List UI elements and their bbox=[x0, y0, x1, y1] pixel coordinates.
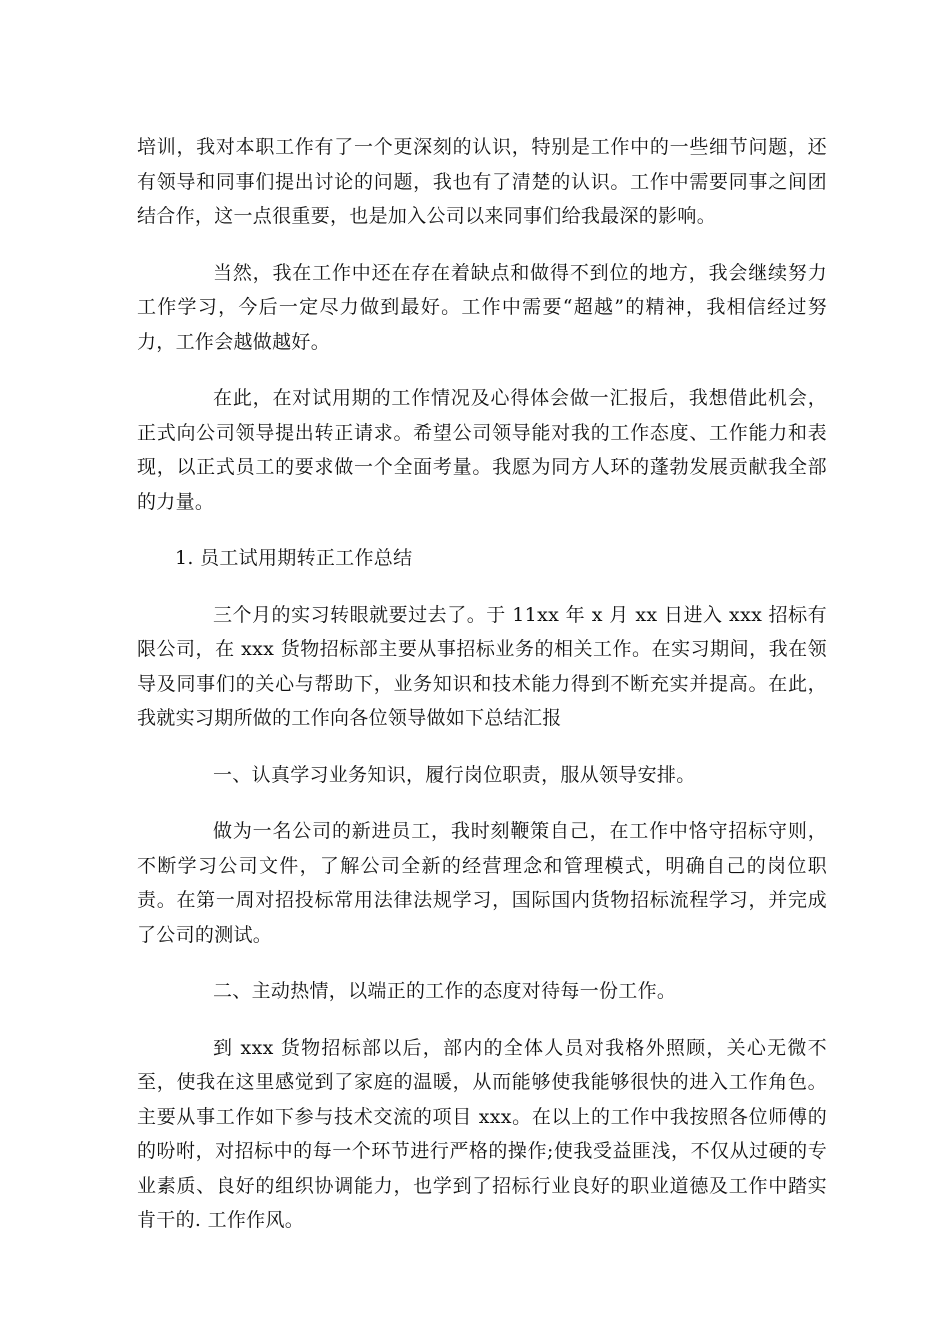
paragraph-regularization-request: 在此，在对试用期的工作情况及心得体会做一汇报后，我想借此机会，正式向公司领导提出转正请求。希望公司领导能对我的工作态度、工作能力和表现，以正式员工的要求做一个全面考量。我愿为同方人环的蓬勃发展贡献我全部的力量。 bbox=[137, 387, 827, 513]
subheading-study-duties: 一、认真学习业务知识，履行岗位职责，服从领导安排。 bbox=[213, 763, 696, 786]
paragraph-internship-intro: 三个月的实习转眼就要过去了。于 11xx 年 x 月 xx 日进入 xxx 招标有限公司，在 xxx 货物招标部主要从事招标业务的相关工作。在实习期间，我在领导及同事们的关心与帮助下，业务知识和技术能力得到不断充实并提高。在此，我就实习期所做的工作向各位领导做如下总结汇报 bbox=[137, 603, 827, 729]
paragraph-shortcomings: 当然，我在工作中还在存在着缺点和做得不到位的地方，我会继续努力工作学习，今后一定尽力做到最好。工作中需要“超越”的精神，我相信经过努力，工作会越做越好。 bbox=[137, 261, 827, 353]
section-heading-1: 1. 员工试用期转正工作总结 bbox=[175, 547, 413, 569]
document-body bbox=[137, 130, 827, 1260]
paragraph-training-summary: 培训，我对本职工作有了一个更深刻的认识，特别是工作中的一些细节问题，还有领导和同事们提出讨论的问题，我也有了清楚的认识。工作中需要同事之间团结合作，这一点很重要，也是加入公司以来同事们给我最深的影响。 bbox=[137, 136, 827, 227]
subheading-work-attitude: 二、主动热情，以端正的工作的态度对待每一份工作。 bbox=[213, 980, 677, 1002]
paragraph-department-work: 到 xxx 货物招标部以后，部内的全体人员对我格外照顾，关心无微不至，使我在这里感觉到了家庭的温暖，从而能够使我能够很快的进入工作角色。主要从事工作如下参与技术交流的项目 xxx。在以上的工作中我按照各位师傅的的吩咐，对招标中的每一个环节进行严格的操作;使我受益匪浅，不仅从过硬的专业素质、良好的组织协调能力，也学到了招标行业良好的职业道德及工作中踏实肯干的. 工作作风。 bbox=[137, 1036, 827, 1231]
paragraph-new-employee: 做为一名公司的新进员工，我时刻鞭策自己，在工作中恪守招标守则，不断学习公司文件，了解公司全新的经营理念和管理模式，明确自己的岗位职责。在第一周对招投标常用法律法规学习，国际国内货物招标流程学习，并完成了公司的测试。 bbox=[137, 820, 827, 946]
